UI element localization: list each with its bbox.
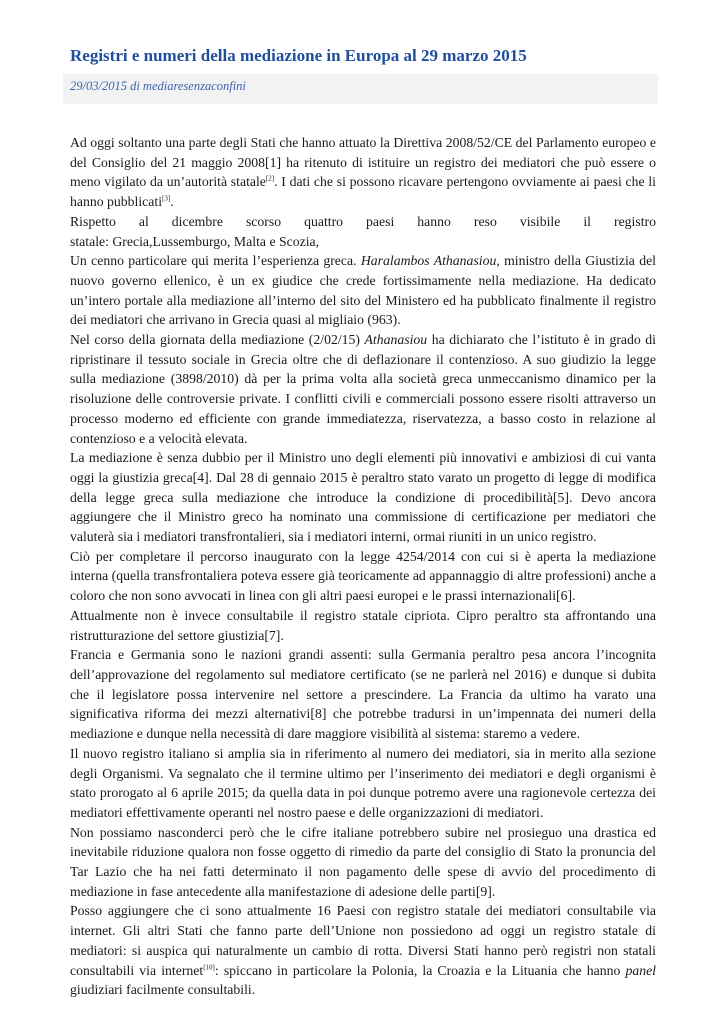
footnote-ref[interactable]: [3] [162, 194, 171, 203]
paragraph-tar-lazio: Non possiamo nasconderci però che le cifre italiane potrebbero subire nel prosieguo una drastica ed inevitabile riduzione qualora non fosse oggetto di rimedio da parte del consiglio di Stato la pronuncia del Tar Lazio che ha nei fatti determinato il non pagamento delle spese di avvio del procedimento di mediazione in fase antecedente alla manifestazione di adesione delle parti[9]. [70, 824, 656, 899]
paragraph-france-germany: Francia e Germania sono le nazioni grandi assenti: sulla Germania peraltro pesa ancora l’incognita dell’approvazione del regolamento sul mediatore certificato (se ne parlerà nel 2016) e dunque si dubita che il legislatore possa intervenire nel settore a prescindere. La Francia da ultimo ha varato una significativa riforma dei mezzi alternativi[8] che potrebbe tradursi in un’impennata dei numeri della mediazione e dunque nella necessità di dare maggiore visibilità al sistema: staremo a vedere. [70, 647, 656, 742]
paragraph-registry-line1: Rispetto al dicembre scorso quattro paesi hanno reso visibile il registro [70, 213, 656, 229]
article-title[interactable]: Registri e numeri della mediazione in Europa al 29 marzo 2015 [70, 46, 527, 65]
paragraph-cyprus: Attualmente non è invece consultabile il registro statale cipriota. Cipro peraltro sta affrontando una ristrutturazione del settore giustizia[7]. [70, 607, 656, 643]
article-meta-bar [63, 74, 658, 104]
paragraph-mediation-day: Nel corso della giornata della mediazione (2/02/15) Athanasiou ha dichiarato che l’istituto è in grado di ripristinare il tessuto sociale in Grecia oltre che di deflazionare il contenzioso. A suo giudizio la legge sulla mediazione (3898/2010) dà per la prima volta alla società greca unmeccanismo dinamico per la risoluzione delle controversie private. I conflitti civili e commerciali possono essere risolti attraverso un processo moderno ed efficiente con grande immediatezza, riservatezza, a basso costo in relazione al contenzioso e a velocità elevata. [70, 332, 656, 446]
footnote-ref[interactable]: [2] [265, 174, 275, 183]
paragraph-intro: Ad oggi soltanto una parte degli Stati che hanno attuato la Direttiva 2008/52/CE del Parlamento europeo e del Consiglio del 21 maggio 2008[1] ha ritenuto di istituire un registro dei mediatori che può essere o meno vigilato da un’autorità statale[2]. I dati che si possono ricavare pertengono ovviamente ai paesi che li hanno pubblicati[3]. [70, 135, 657, 210]
paragraph-minister: La mediazione è senza dubbio per il Ministro uno degli elementi più innovativi e ambiziosi di cui vanta oggi la giustizia greca[4]. Dal 28 di gennaio 2015 è peraltro stato varato un progetto di legge di modifica della legge greca sulla mediazione che introduce la condizione di procedibilità[5]. Devo ancora aggiungere che il Ministro greco ha nominato una commissione di certificazione per mediatori che valuterà sia i mediatori transfrontalieri, sia i mediatori interni, ormai riuniti in un unico registro. [70, 450, 656, 545]
paragraph-law-4254: Ciò per completare il percorso inaugurato con la legge 4254/2014 con cui si è aperta la mediazione interna (quella transfrontaliera poteva essere già teoricamente ad appannaggio di altre professioni) anche a coloro che non sono avvocati in linea con gli altri paesi europei e le prassi internazionali[6]. [70, 548, 656, 604]
article-body [70, 133, 656, 1000]
article-date-author[interactable]: 29/03/2015 di mediaresenzaconfini [70, 79, 246, 93]
paragraph-conclusion: Posso aggiungere che ci sono attualmente 16 Paesi con registro statale dei mediatori consultabile via internet. Gli altri Stati che fanno parte dell’Unione non possiedono ad oggi un registro statale di mediatori: si auspica qui naturalmente un cambio di rotta. Diversi Stati hanno però registri non statali consultabili via internet[10]: spiccano in particolare la Polonia, la Croazia e la Lituania che hanno panel giudiziari facilmente consultabili. [70, 903, 657, 998]
person-name: Haralambos Athanasiou [360, 253, 497, 269]
paragraph-italy-registry: Il nuovo registro italiano si amplia sia in riferimento al numero dei mediatori, sia in merito alla sezione degli Organismi. Va segnalato che il termine ultimo per l’inserimento dei mediatori e degli organismi è stato prorogato al 6 aprile 2015; da quella data in poi dunque potremo avere una ragionevole certezza dei mediatori effettivamente operanti nel nostro paese e delle organizzazioni di mediatori. [70, 745, 656, 820]
emphasis-term: panel [625, 962, 657, 978]
paragraph-registry-line2: statale: Grecia,Lussemburgo, Malta e Scozia, [70, 233, 320, 249]
footnote-ref[interactable]: [10] [203, 962, 215, 971]
person-name: Athanasiou [364, 332, 428, 348]
paragraph-greece: Un cenno particolare qui merita l’esperienza greca. Haralambos Athanasiou, ministro della Giustizia del nuovo governo ellenico, è un ex giudice che crede fortissimamente nella mediazione. Ha dedicato un’intero portale alla mediazione all’interno del sito del Ministero ed ha pubblicato finalmente il registro dei mediatori che arrivano in Grecia quasi al migliaio (963). [70, 253, 657, 328]
